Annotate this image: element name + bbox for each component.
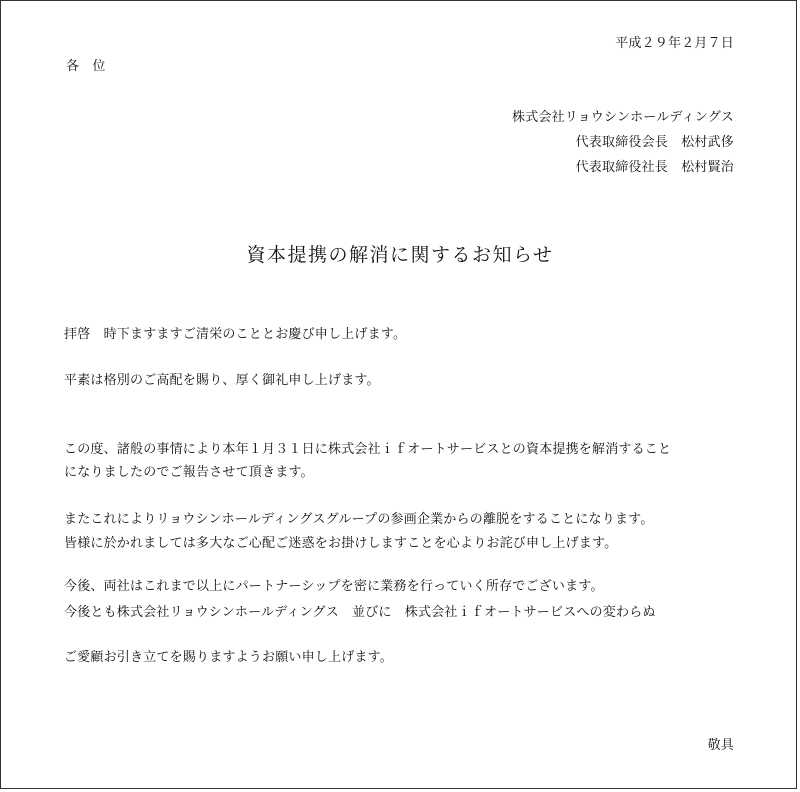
- addressee: 各 位: [66, 59, 106, 74]
- paragraph-1-line-1: この度、諸般の事情により本年１月３１日に株式会社ｉｆオートサービスとの資本提携を解消すること: [64, 442, 672, 457]
- thanks-line: 平素は格別のご高配を賜り、厚く御礼申し上げます。: [64, 373, 380, 388]
- date-line: 平成２９年２月７日: [615, 36, 734, 51]
- paragraph-3-line-2: 今後とも株式会社リョウシンホールディングス 並びに 株式会社ｉｆオートサービスへの変わらぬ: [64, 605, 656, 620]
- paragraph-3-line-1: 今後、両社はこれまで以上にパートナーシップを密に業務を行っていく所存でございます。: [64, 579, 604, 594]
- sender-president: 代表取締役社長 松村賢治: [575, 160, 734, 175]
- paragraph-2-line-2: 皆様に於かれましては多大なご心配ご迷惑をお掛けしますことを心よりお詫び申し上げます。: [64, 536, 618, 551]
- paragraph-4-line-1: ご愛顧お引き立てを賜りますようお願い申し上げます。: [64, 650, 393, 665]
- sender-chairman: 代表取締役会長 松村武侈: [575, 135, 734, 150]
- document-title: 資本提携の解消に関するお知らせ: [246, 244, 554, 266]
- paragraph-2-line-1: またこれによりリョウシンホールディングスグループの参画企業からの離脱をすることになります。: [64, 512, 654, 527]
- sender-company: 株式会社リョウシンホールディングス: [512, 110, 734, 125]
- paragraph-1-line-2: になりましたのでご報告させて頂きます。: [64, 465, 314, 480]
- closing-keigu: 敬具: [707, 738, 734, 753]
- greeting-line: 拝啓 時下ますますご清栄のこととお慶び申し上げます。: [64, 327, 407, 342]
